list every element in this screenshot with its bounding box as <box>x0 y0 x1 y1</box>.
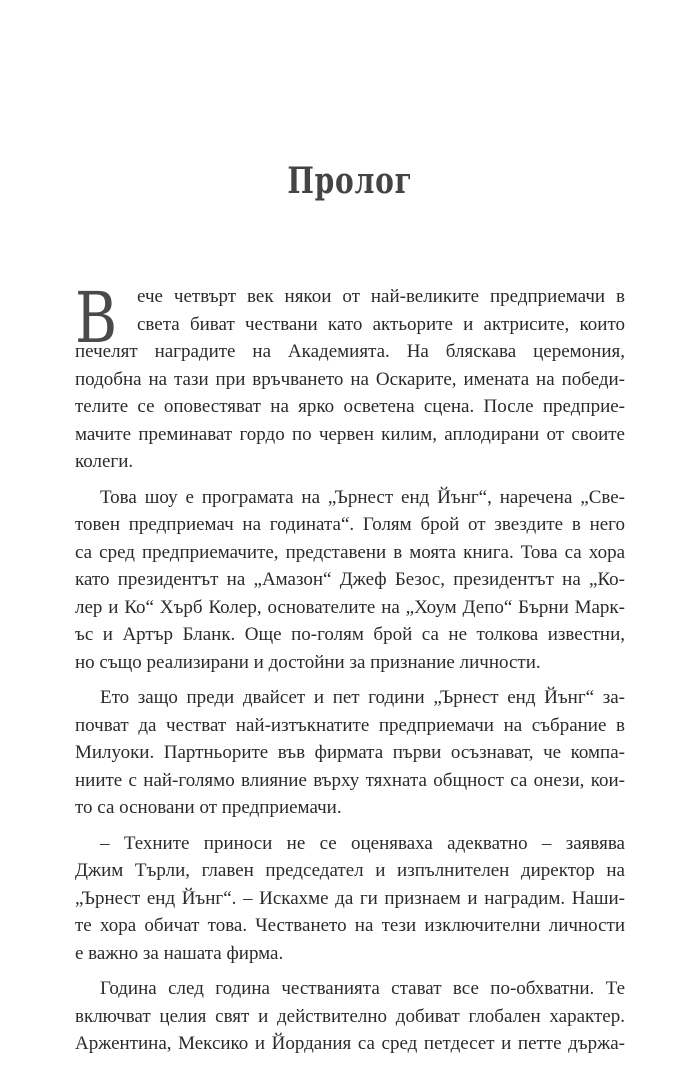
text-line: то са основани от предприемачи. <box>75 797 342 818</box>
text-line: товен предприемач на годината“. Голям брой от звездите в него <box>75 514 625 535</box>
text-line: е важно за нашата фирма. <box>75 942 284 964</box>
text-line: Джим Търли, главен председател и изпълнителен директор на <box>75 860 625 881</box>
text-line: почват да честват най-изтъкнатите предприемачи на събрание в <box>75 714 625 736</box>
drop-cap: В <box>75 277 118 359</box>
text-line: Аржентина, Мексико и Йордания са сред петдесет и петте държа- <box>75 1033 625 1054</box>
text-line: включват целия свят и действително добиват глобален характер. <box>75 1005 625 1027</box>
text-line: телите се оповестяват на ярко осветена сцена. После предприе- <box>75 396 625 417</box>
text-line: колеги. <box>75 451 134 472</box>
text-line: те хора обичат това. Честването на тези изключителни личности <box>75 915 625 936</box>
text-line: лер и Ко“ Хърб Колер, основателите на „Хоум Депо“ Бърни Марк- <box>75 596 625 618</box>
text-line: ече четвърт век някои от най-великите предприемачи в <box>137 286 625 307</box>
text-line: Година след година честванията стават все по-обхватни. Те <box>100 978 625 999</box>
text-line: като президентът на „Амазон“ Джеф Безос, президентът на „Ко- <box>75 569 625 590</box>
text-line: „Ърнест енд Йънг“. – Искахме да ги признаем и наградим. Наши- <box>75 887 625 909</box>
text-line: ъс и Артър Бланк. Още по-голям брой са не толкова известни, <box>75 624 625 645</box>
text-line: – Техните приноси не се оценяваха адекватно – заявява <box>100 832 625 854</box>
text-line: света биват чествани като актьорите и актрисите, които <box>137 313 625 335</box>
text-line: подобна на тази при връчването на Оскарите, имената на победи- <box>75 368 625 390</box>
text-line: ниите с най-голямо влияние върху тяхната общност са онези, кои- <box>75 769 625 791</box>
text-line: са сред предприемачите, представени в моята книга. Това са хора <box>75 541 625 563</box>
text-line: печелят наградите на Академията. На бляскава церемония, <box>75 341 625 362</box>
text-line: но също реализирани и достойни за признание личности. <box>75 651 541 673</box>
chapter-title: Пролог <box>287 160 413 202</box>
text-line: Милуоки. Партньорите във фирмата първи осъзнават, че компа- <box>75 742 625 763</box>
text-line: Това шоу е програмата на „Ърнест енд Йънг“, наречена „Све- <box>100 486 625 508</box>
body-text <box>75 277 625 1058</box>
text-line: Ето защо преди двайсет и пет години „Ърнест енд Йънг“ за- <box>100 687 625 708</box>
text-line: мачите преминават гордо по червен килим, аплодирани от своите <box>75 423 625 445</box>
